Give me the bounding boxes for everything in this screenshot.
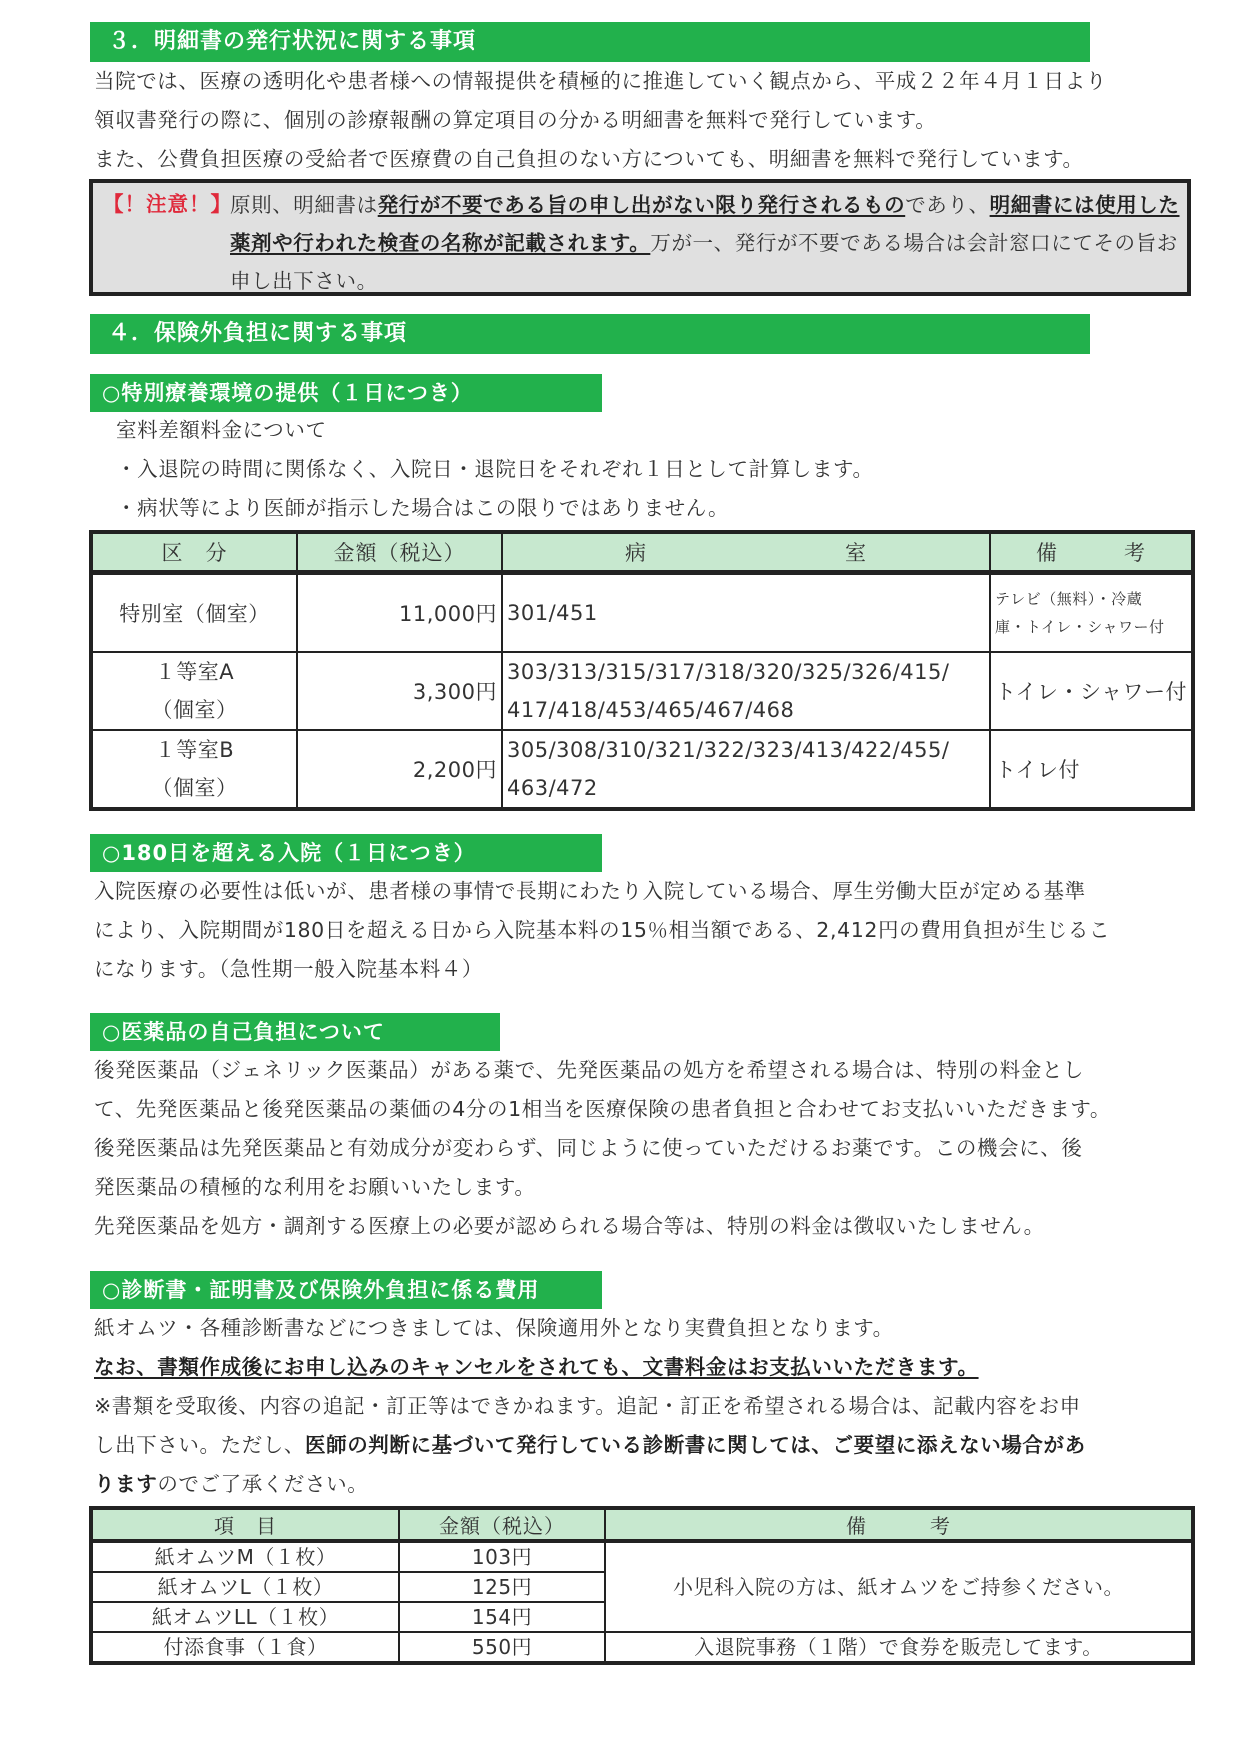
room-category-line-2: （個室）	[151, 776, 238, 800]
room-fee-table	[89, 530, 1195, 811]
notice-text	[230, 186, 1185, 300]
sec3-line-2: 領収書発行の際に、個別の診療報酬の算定項目の分かる明細書を無料で発行しています。	[94, 108, 937, 132]
sub4-line-4a: し出下さい。ただし、	[94, 1433, 305, 1457]
room-category	[91, 652, 297, 730]
room-note-line-1: テレビ（無料）・冷蔵	[995, 590, 1143, 608]
room-numbers: 301/451	[502, 573, 990, 653]
room-header-price: 金額（税込）	[297, 532, 502, 573]
notice-text-4: 明細書には使用した薬剤や行われた検査の名称が記載されます。	[230, 193, 1180, 255]
notice-label: 【！注意！】	[103, 192, 232, 216]
fee-item: 付添食事（１食）	[91, 1632, 399, 1663]
sub3-line-1: 後発医薬品（ジェネリック医薬品）がある薬で、先発医薬品の処方を希望される場合は、特別の料金とし	[94, 1058, 1085, 1082]
sub4-heading: ○診断書・証明書及び保険外負担に係る費用	[90, 1271, 602, 1309]
room-numbers-line-2: 463/472	[507, 776, 598, 800]
room-category	[91, 730, 297, 809]
table-row	[91, 573, 1193, 653]
notice-text-1: 原則、明細書は	[230, 193, 378, 217]
sub2-line-1: 入院医療の必要性は低いが、患者様の事情で長期にわたり入院している場合、厚生労働大臣が定める基準	[94, 879, 1086, 903]
table-row	[91, 1541, 1193, 1572]
notice-box	[89, 179, 1191, 296]
table-row	[91, 1632, 1193, 1663]
sub2-line-3: になります。（急性期一般入院基本料４）	[94, 957, 484, 981]
notice-text-2: 発行が不要である旨の申し出がない限り発行されるもの	[377, 193, 906, 217]
section-4-heading: ４．保険外負担に関する事項	[90, 314, 1090, 354]
room-numbers-line-1: 305/308/310/321/322/323/413/422/455/	[507, 738, 950, 762]
table-row	[91, 652, 1193, 730]
room-category-line-1: １等室A	[154, 660, 235, 684]
room-numbers	[502, 652, 990, 730]
room-note-line-2: 庫・トイレ・シャワー付	[995, 618, 1165, 636]
fee-item: 紙オムツLL（１枚）	[91, 1602, 399, 1632]
room-numbers-line-2: 417/418/453/465/467/468	[507, 698, 795, 722]
sub1-heading: ○特別療養環境の提供（１日につき）	[90, 374, 602, 412]
room-note	[990, 573, 1193, 653]
sub4-line-1: 紙オムツ・各種診断書などにつきましては、保険適用外となり実費負担となります。	[94, 1316, 894, 1340]
sec3-line-3: また、公費負担医療の受給者で医療費の自己負担のない方についても、明細書を無料で発行しています。	[94, 147, 1084, 171]
room-note: トイレ付	[990, 730, 1193, 809]
fee-item: 紙オムツL（１枚）	[91, 1572, 399, 1602]
sub3-line-4: 発医薬品の積極的な利用をお願いいたします。	[94, 1175, 536, 1199]
room-price: 11,000円	[297, 573, 502, 653]
fee-header-item: 項 目	[91, 1508, 399, 1541]
room-header-note: 備 考	[990, 532, 1193, 573]
fee-table	[89, 1506, 1195, 1665]
fee-note-meal: 入退院事務（１階）で食券を販売してます。	[605, 1632, 1193, 1663]
fee-item: 紙オムツM（１枚）	[91, 1541, 399, 1572]
room-price: 2,200円	[297, 730, 502, 809]
room-price: 3,300円	[297, 652, 502, 730]
notice-text-3: であり、	[905, 193, 990, 217]
sub4-line-5b: のでご了承ください。	[157, 1472, 369, 1496]
sub4-line-5	[94, 1465, 368, 1504]
fee-note-diaper: 小児科入院の方は、紙オムツをご持参ください。	[605, 1541, 1193, 1632]
sub4-line-4	[94, 1426, 1086, 1465]
sub2-heading: ○180日を超える入院（１日につき）	[90, 834, 602, 872]
fee-header-price: 金額（税込）	[399, 1508, 605, 1541]
table-row	[91, 730, 1193, 809]
room-header-rooms: 病 室	[502, 532, 990, 573]
room-category-line-1: １等室B	[154, 738, 235, 762]
room-category-line-2: （個室）	[151, 698, 238, 722]
room-note: トイレ・シャワー付	[990, 652, 1193, 730]
fee-price: 103円	[399, 1541, 605, 1572]
fee-price: 154円	[399, 1602, 605, 1632]
fee-price: 550円	[399, 1632, 605, 1663]
notice-text-5: 万が一、発行が不要である場合は会計窓口にてその旨お申し出下さい。	[230, 231, 1178, 293]
sub1-bullet-2: ・病状等により医師が指示した場合はこの限りではありません。	[116, 496, 730, 520]
sub3-line-2: て、先発医薬品と後発医薬品の薬価の4分の1相当を医療保険の患者負担と合わせてお支払いいただきます。	[94, 1097, 1111, 1121]
sub4-line-3: ※書類を受取後、内容の追記・訂正等はできかねます。追記・訂正を希望される場合は、記載内容をお申	[94, 1394, 1081, 1418]
room-category: 特別室（個室）	[91, 573, 297, 653]
sub1-bullet-1: ・入退院の時間に関係なく、入院日・退院日をそれぞれ１日として計算します。	[116, 457, 874, 481]
fee-price: 125円	[399, 1572, 605, 1602]
sub4-line-2: なお、書類作成後にお申し込みのキャンセルをされても、文書料金はお支払いいただきます。	[94, 1355, 979, 1379]
sub3-heading: ○医薬品の自己負担について	[90, 1013, 500, 1051]
room-numbers	[502, 730, 990, 809]
sub2-line-2: により、入院期間が180日を超える日から入院基本料の15％相当額である、2,412円の費用負担が生じるこ	[94, 918, 1111, 942]
room-header-category: 区 分	[91, 532, 297, 573]
sub4-line-5a: ります	[94, 1472, 158, 1496]
section-3-heading: ３．明細書の発行状況に関する事項	[90, 22, 1090, 62]
sec3-line-1: 当院では、医療の透明化や患者様への情報提供を積極的に推進していく観点から、平成２２年４月１日より	[94, 69, 1107, 93]
sub4-line-4b: 医師の判断に基づいて発行している診断書に関しては、ご要望に添えない場合があ	[305, 1433, 1086, 1457]
room-table-header	[91, 532, 1193, 573]
fee-header-note: 備 考	[605, 1508, 1193, 1541]
fee-table-header	[91, 1508, 1193, 1541]
sub3-line-3: 後発医薬品は先発医薬品と有効成分が変わらず、同じように使っていただけるお薬です。この機会に、後	[94, 1136, 1083, 1160]
sub3-line-5: 先発医薬品を処方・調剤する医療上の必要が認められる場合等は、特別の料金は徴収いたしません。	[94, 1214, 1045, 1238]
room-numbers-line-1: 303/313/315/317/318/320/325/326/415/	[507, 660, 950, 684]
sub1-intro: 室料差額料金について	[116, 418, 327, 442]
